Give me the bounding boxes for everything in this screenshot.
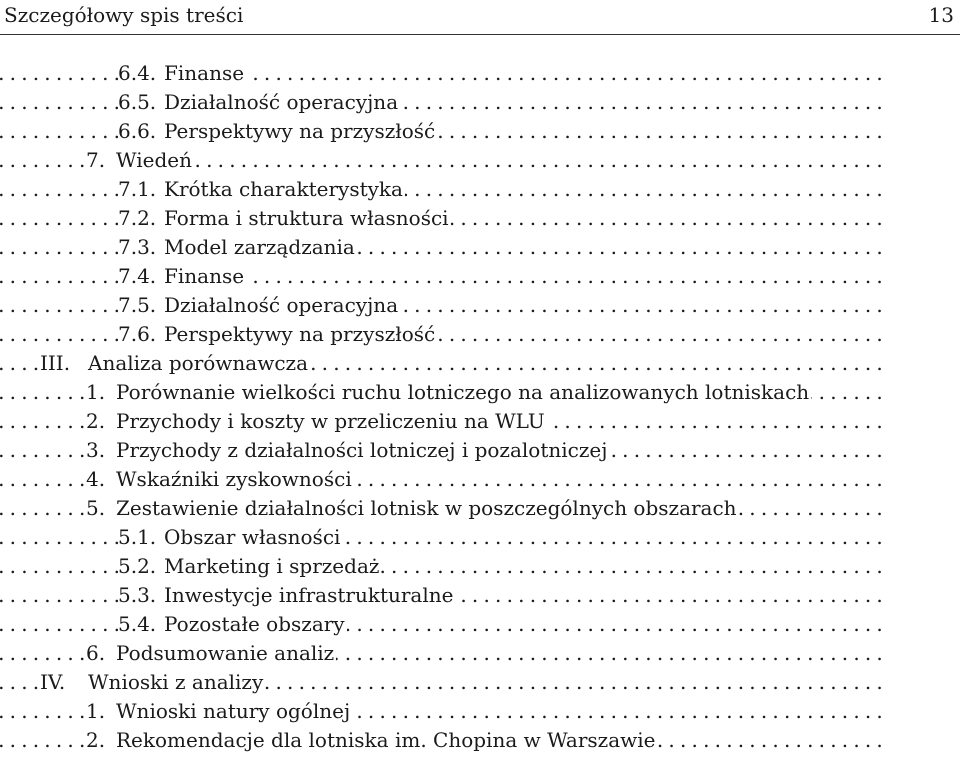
toc-entry-text — [86, 639, 336, 668]
toc-entry-label: Pozostałe obszary — [164, 612, 345, 636]
toc-entry-number: 2. — [86, 409, 106, 433]
toc-entry-label: Działalność operacyjna — [164, 293, 399, 317]
toc-entry-number: 1. — [86, 699, 106, 723]
toc-entry[interactable] — [0, 610, 960, 639]
toc-entry-label: Marketing i sprzedaż — [164, 554, 380, 578]
toc-entry-text — [86, 697, 352, 726]
toc-entry[interactable] — [0, 436, 960, 465]
toc-entry-text — [118, 262, 246, 291]
toc-entry[interactable] — [0, 233, 960, 262]
toc-entry-label: Porównanie wielkości ruchu lotniczego na analizowanych lotniskach — [116, 380, 810, 404]
toc-entry[interactable] — [0, 465, 960, 494]
toc-entry-label: Finanse — [164, 264, 245, 288]
toc-entry[interactable] — [0, 291, 960, 320]
toc-entry[interactable] — [0, 552, 960, 581]
toc-entry-label: Obszar własności — [164, 525, 341, 549]
toc-entry-number: 7.1. — [118, 177, 157, 201]
toc-entry-text — [86, 494, 739, 523]
toc-entry[interactable] — [0, 117, 960, 146]
toc-entry[interactable] — [0, 88, 960, 117]
toc-entry[interactable] — [0, 726, 960, 755]
toc-entry-number: 6. — [86, 641, 106, 665]
toc-entry-number: 2. — [86, 728, 106, 752]
toc-entry-label: Wiedeń — [116, 148, 192, 172]
toc-entry-label: Perspektywy na przyszłość — [164, 119, 436, 143]
toc-entry-number: 5. — [86, 496, 106, 520]
toc-entry-label: Inwestycje infrastrukturalne — [164, 583, 454, 607]
toc-entry-number: 6.4. — [118, 61, 157, 85]
toc-entry[interactable] — [0, 262, 960, 291]
toc-entry-text — [86, 436, 609, 465]
toc-entry-label: Perspektywy na przyszłość — [164, 322, 436, 346]
toc-entry-number: 5.4. — [118, 612, 157, 636]
toc-entry-label: Rekomendacje dla lotniska im. Chopina w Warszawie — [116, 728, 656, 752]
toc-entry-label: Podsumowanie analiz — [116, 641, 335, 665]
toc-entry-number: 7. — [86, 148, 106, 172]
toc-entry-number: 5.1. — [118, 525, 157, 549]
toc-entry-label: Krótka charakterystyka — [164, 177, 403, 201]
toc-entry[interactable] — [0, 407, 960, 436]
toc-entry-label: Zestawienie działalności lotnisk w poszczególnych obszarach — [116, 496, 737, 520]
toc-entry-label: Działalność operacyjna — [164, 90, 399, 114]
toc-entry-text — [86, 146, 194, 175]
toc-entry-text — [40, 349, 310, 378]
toc-entry-text — [118, 610, 347, 639]
table-of-contents — [0, 59, 960, 755]
toc-entry-number: 6.5. — [118, 90, 157, 114]
toc-entry-label: Przychody i koszty w przeliczeniu na WLU — [116, 409, 545, 433]
toc-entry-text — [118, 117, 437, 146]
toc-entry[interactable] — [0, 349, 960, 378]
toc-entry-text — [118, 175, 405, 204]
toc-entry-number: 6.6. — [118, 119, 157, 143]
toc-entry-text — [40, 668, 265, 697]
toc-entry[interactable] — [0, 59, 960, 88]
toc-entry[interactable] — [0, 204, 960, 233]
toc-entry-text — [86, 726, 657, 755]
toc-entry-text — [118, 204, 451, 233]
toc-entry[interactable] — [0, 175, 960, 204]
toc-entry[interactable] — [0, 523, 960, 552]
toc-entry-text — [118, 581, 455, 610]
toc-entry-text — [118, 59, 246, 88]
toc-entry-text — [118, 523, 342, 552]
toc-entry-label: Analiza porównawcza — [88, 351, 309, 375]
toc-entry-label: Wskaźniki zyskowności — [116, 467, 352, 491]
toc-entry-number: 7.6. — [118, 322, 157, 346]
toc-entry[interactable] — [0, 697, 960, 726]
toc-entry-text — [118, 320, 437, 349]
toc-entry-text — [86, 407, 547, 436]
toc-entry-label: Wnioski z analizy — [88, 670, 264, 694]
toc-entry-number: 4. — [86, 467, 106, 491]
toc-entry[interactable] — [0, 146, 960, 175]
toc-entry-number: 7.4. — [118, 264, 157, 288]
toc-entry[interactable] — [0, 639, 960, 668]
toc-entry-number: 5.3. — [118, 583, 157, 607]
page-header — [0, 0, 960, 36]
toc-entry[interactable] — [0, 320, 960, 349]
toc-entry-text — [118, 552, 381, 581]
toc-entry[interactable] — [0, 494, 960, 523]
toc-entry-number: IV. — [40, 670, 66, 694]
toc-entry[interactable] — [0, 378, 960, 407]
toc-entry[interactable] — [0, 668, 960, 697]
toc-entry-label: Wnioski natury ogólnej — [116, 699, 351, 723]
toc-entry-label: Model zarządzania — [164, 235, 355, 259]
page-number: 13 — [928, 3, 954, 27]
toc-entry-text — [86, 378, 811, 407]
toc-entry-text — [118, 291, 400, 320]
running-title: Szczegółowy spis treści — [4, 3, 244, 27]
toc-entry-number: 7.5. — [118, 293, 157, 317]
toc-entry-text — [86, 465, 354, 494]
toc-entry-number: 3. — [86, 438, 106, 462]
toc-entry-label: Przychody z działalności lotniczej i pozalotniczej — [116, 438, 608, 462]
toc-entry[interactable] — [0, 581, 960, 610]
toc-entry-label: Finanse — [164, 61, 245, 85]
toc-entry-number: 1. — [86, 380, 106, 404]
toc-entry-number: III. — [40, 351, 71, 375]
toc-entry-text — [118, 88, 400, 117]
toc-entry-text — [118, 233, 357, 262]
header-rule — [0, 34, 960, 35]
toc-entry-number: 5.2. — [118, 554, 157, 578]
toc-entry-number: 7.2. — [118, 206, 157, 230]
toc-entry-label: Forma i struktura własności — [164, 206, 449, 230]
toc-entry-number: 7.3. — [118, 235, 157, 259]
